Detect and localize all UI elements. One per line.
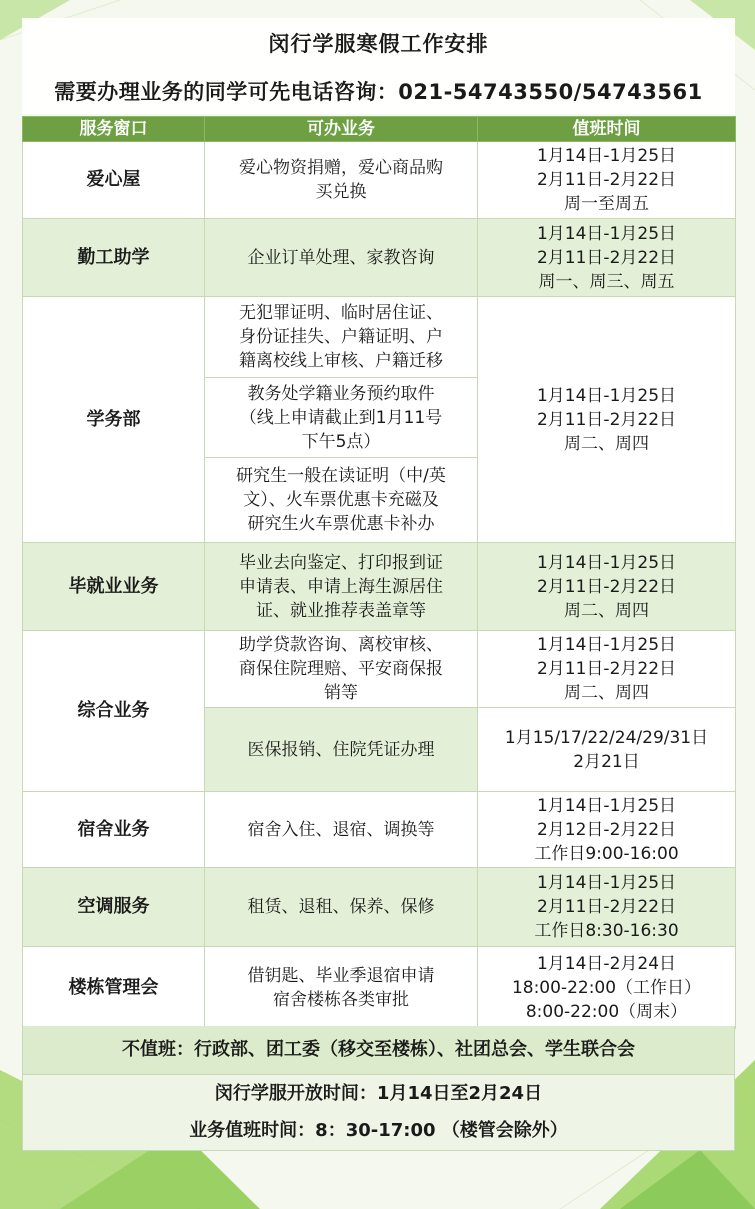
business-line: 宿舍入住、退宿、调换等 (247, 819, 435, 840)
time-line: 2月11日-2月22日 (536, 897, 677, 917)
table-row (23, 142, 736, 219)
phone-consult-note: 需要办理业务的同学可先电话咨询：021-54743550/54743561 (54, 80, 703, 104)
table-row (23, 297, 736, 378)
business-line: 销等 (324, 683, 358, 703)
duty-hours-note: 业务值班时间：8：30-17:00 （楼管会除外） (189, 1120, 568, 1141)
window-cell: 学务部 (23, 297, 205, 543)
time-cell (478, 868, 736, 947)
business-line: 商保住院理赔、平安商保报 (239, 659, 443, 679)
business-cell (205, 708, 478, 792)
time-cell (478, 631, 736, 708)
business-line: 下午5点） (301, 431, 381, 452)
schedule-sheet (22, 18, 735, 1150)
time-line: 8:00-22:00（周末） (525, 1001, 688, 1022)
time-cell (478, 142, 736, 219)
business-line: 租赁、退租、保养、保修 (247, 897, 435, 917)
column-header-business: 可办业务 (205, 117, 478, 142)
window-cell: 爱心屋 (23, 142, 205, 219)
business-line: 买兑换 (315, 182, 367, 202)
time-line: 工作日9:00-16:00 (534, 843, 679, 864)
time-line: 2月21日 (573, 751, 640, 772)
table-row (23, 219, 736, 297)
table-row (23, 947, 736, 1029)
time-line: 周二、周四 (564, 433, 649, 454)
business-cell (205, 792, 478, 868)
time-line: 1月14日-1月25日 (536, 146, 677, 166)
window-cell: 毕就业业务 (23, 543, 205, 631)
header-block (22, 18, 735, 114)
table-row (23, 543, 736, 631)
column-header-window: 服务窗口 (23, 117, 205, 142)
business-line: 毕业去向鉴定、打印报到证 (239, 552, 443, 573)
business-line: 企业订单处理、家教咨询 (247, 247, 435, 268)
table-row (23, 868, 736, 947)
window-cell: 勤工助学 (23, 219, 205, 297)
time-line: 1月14日-1月25日 (536, 873, 677, 893)
open-time-note: 闵行学服开放时间：1月14日至2月24日 (214, 1083, 543, 1104)
time-line: 2月11日-2月22日 (536, 409, 677, 430)
time-line: 1月14日-1月25日 (536, 223, 677, 244)
time-line: 2月11日-2月22日 (536, 576, 677, 597)
business-line: 研究生火车票优惠卡补办 (247, 514, 435, 534)
business-line: 证、就业推荐表盖章等 (256, 600, 426, 621)
time-line: 2月11日-2月22日 (536, 659, 677, 679)
time-line: 1月14日-2月24日 (536, 953, 677, 974)
time-line: 周二、周四 (564, 683, 649, 703)
business-line: 申请表、申请上海生源居住 (239, 576, 443, 597)
time-cell (478, 792, 736, 868)
time-cell (478, 543, 736, 631)
business-line: 籍离校线上审核、户籍迁移 (239, 351, 443, 371)
business-cell (205, 631, 478, 708)
time-cell (478, 947, 736, 1029)
business-cell (205, 458, 478, 543)
time-line: 1月14日-1月25日 (536, 385, 677, 406)
time-cell (478, 708, 736, 792)
business-line: 借钥匙、毕业季退宿申请 (247, 965, 435, 986)
business-cell (205, 543, 478, 631)
time-cell (478, 219, 736, 297)
time-line: 周二、周四 (564, 600, 649, 621)
business-line: （线上申请截止到1月11号 (239, 407, 443, 428)
business-cell (205, 947, 478, 1029)
time-line: 1月14日-1月25日 (536, 552, 677, 573)
time-line: 工作日8:30-16:30 (534, 921, 679, 941)
time-cell (478, 297, 736, 543)
not-on-duty-note: 不值班：行政部、团工委（移交至楼栋）、社团总会、学生联合会 (22, 1026, 735, 1075)
time-line: 周一至周五 (564, 194, 649, 214)
business-line: 爱心物资捐赠，爱心商品购 (239, 158, 443, 178)
time-line: 周一、周三、周五 (538, 271, 675, 292)
time-line: 2月11日-2月22日 (536, 170, 677, 190)
table-row (23, 792, 736, 868)
business-cell (205, 868, 478, 947)
business-line: 助学贷款咨询、离校审核、 (239, 635, 443, 655)
business-line: 身份证挂失、户籍证明、户 (239, 327, 443, 347)
table-row (23, 631, 736, 708)
window-cell: 宿舍业务 (23, 792, 205, 868)
business-cell (205, 378, 478, 458)
business-line: 无犯罪证明、临时居住证、 (239, 303, 443, 323)
business-line: 宿舍楼栋各类审批 (273, 989, 409, 1010)
opening-hours-block (22, 1075, 735, 1151)
business-cell (205, 297, 478, 378)
window-cell: 空调服务 (23, 868, 205, 947)
time-line: 1月14日-1月25日 (536, 635, 677, 655)
time-line: 2月12日-2月22日 (536, 819, 677, 840)
window-cell: 楼栋管理会 (23, 947, 205, 1029)
business-cell (205, 219, 478, 297)
time-line: 1月15/17/22/24/29/31日 (504, 727, 709, 748)
column-header-time: 值班时间 (478, 117, 736, 142)
page-title: 闵行学服寒假工作安排 (268, 32, 489, 56)
duty-schedule-table (22, 116, 736, 1029)
business-line: 教务处学籍业务预约取件 (247, 383, 435, 404)
time-line: 2月11日-2月22日 (536, 247, 677, 268)
business-line: 文）、火车票优惠卡充磁及 (243, 490, 439, 510)
business-line: 医保报销、住院凭证办理 (247, 739, 435, 760)
time-line: 18:00-22:00（工作日） (511, 977, 702, 998)
footer-notes (22, 1026, 735, 1150)
time-line: 1月14日-1月25日 (536, 795, 677, 816)
business-cell (205, 142, 478, 219)
window-cell: 综合业务 (23, 631, 205, 792)
business-line: 研究生一般在读证明（中/英 (236, 466, 446, 486)
